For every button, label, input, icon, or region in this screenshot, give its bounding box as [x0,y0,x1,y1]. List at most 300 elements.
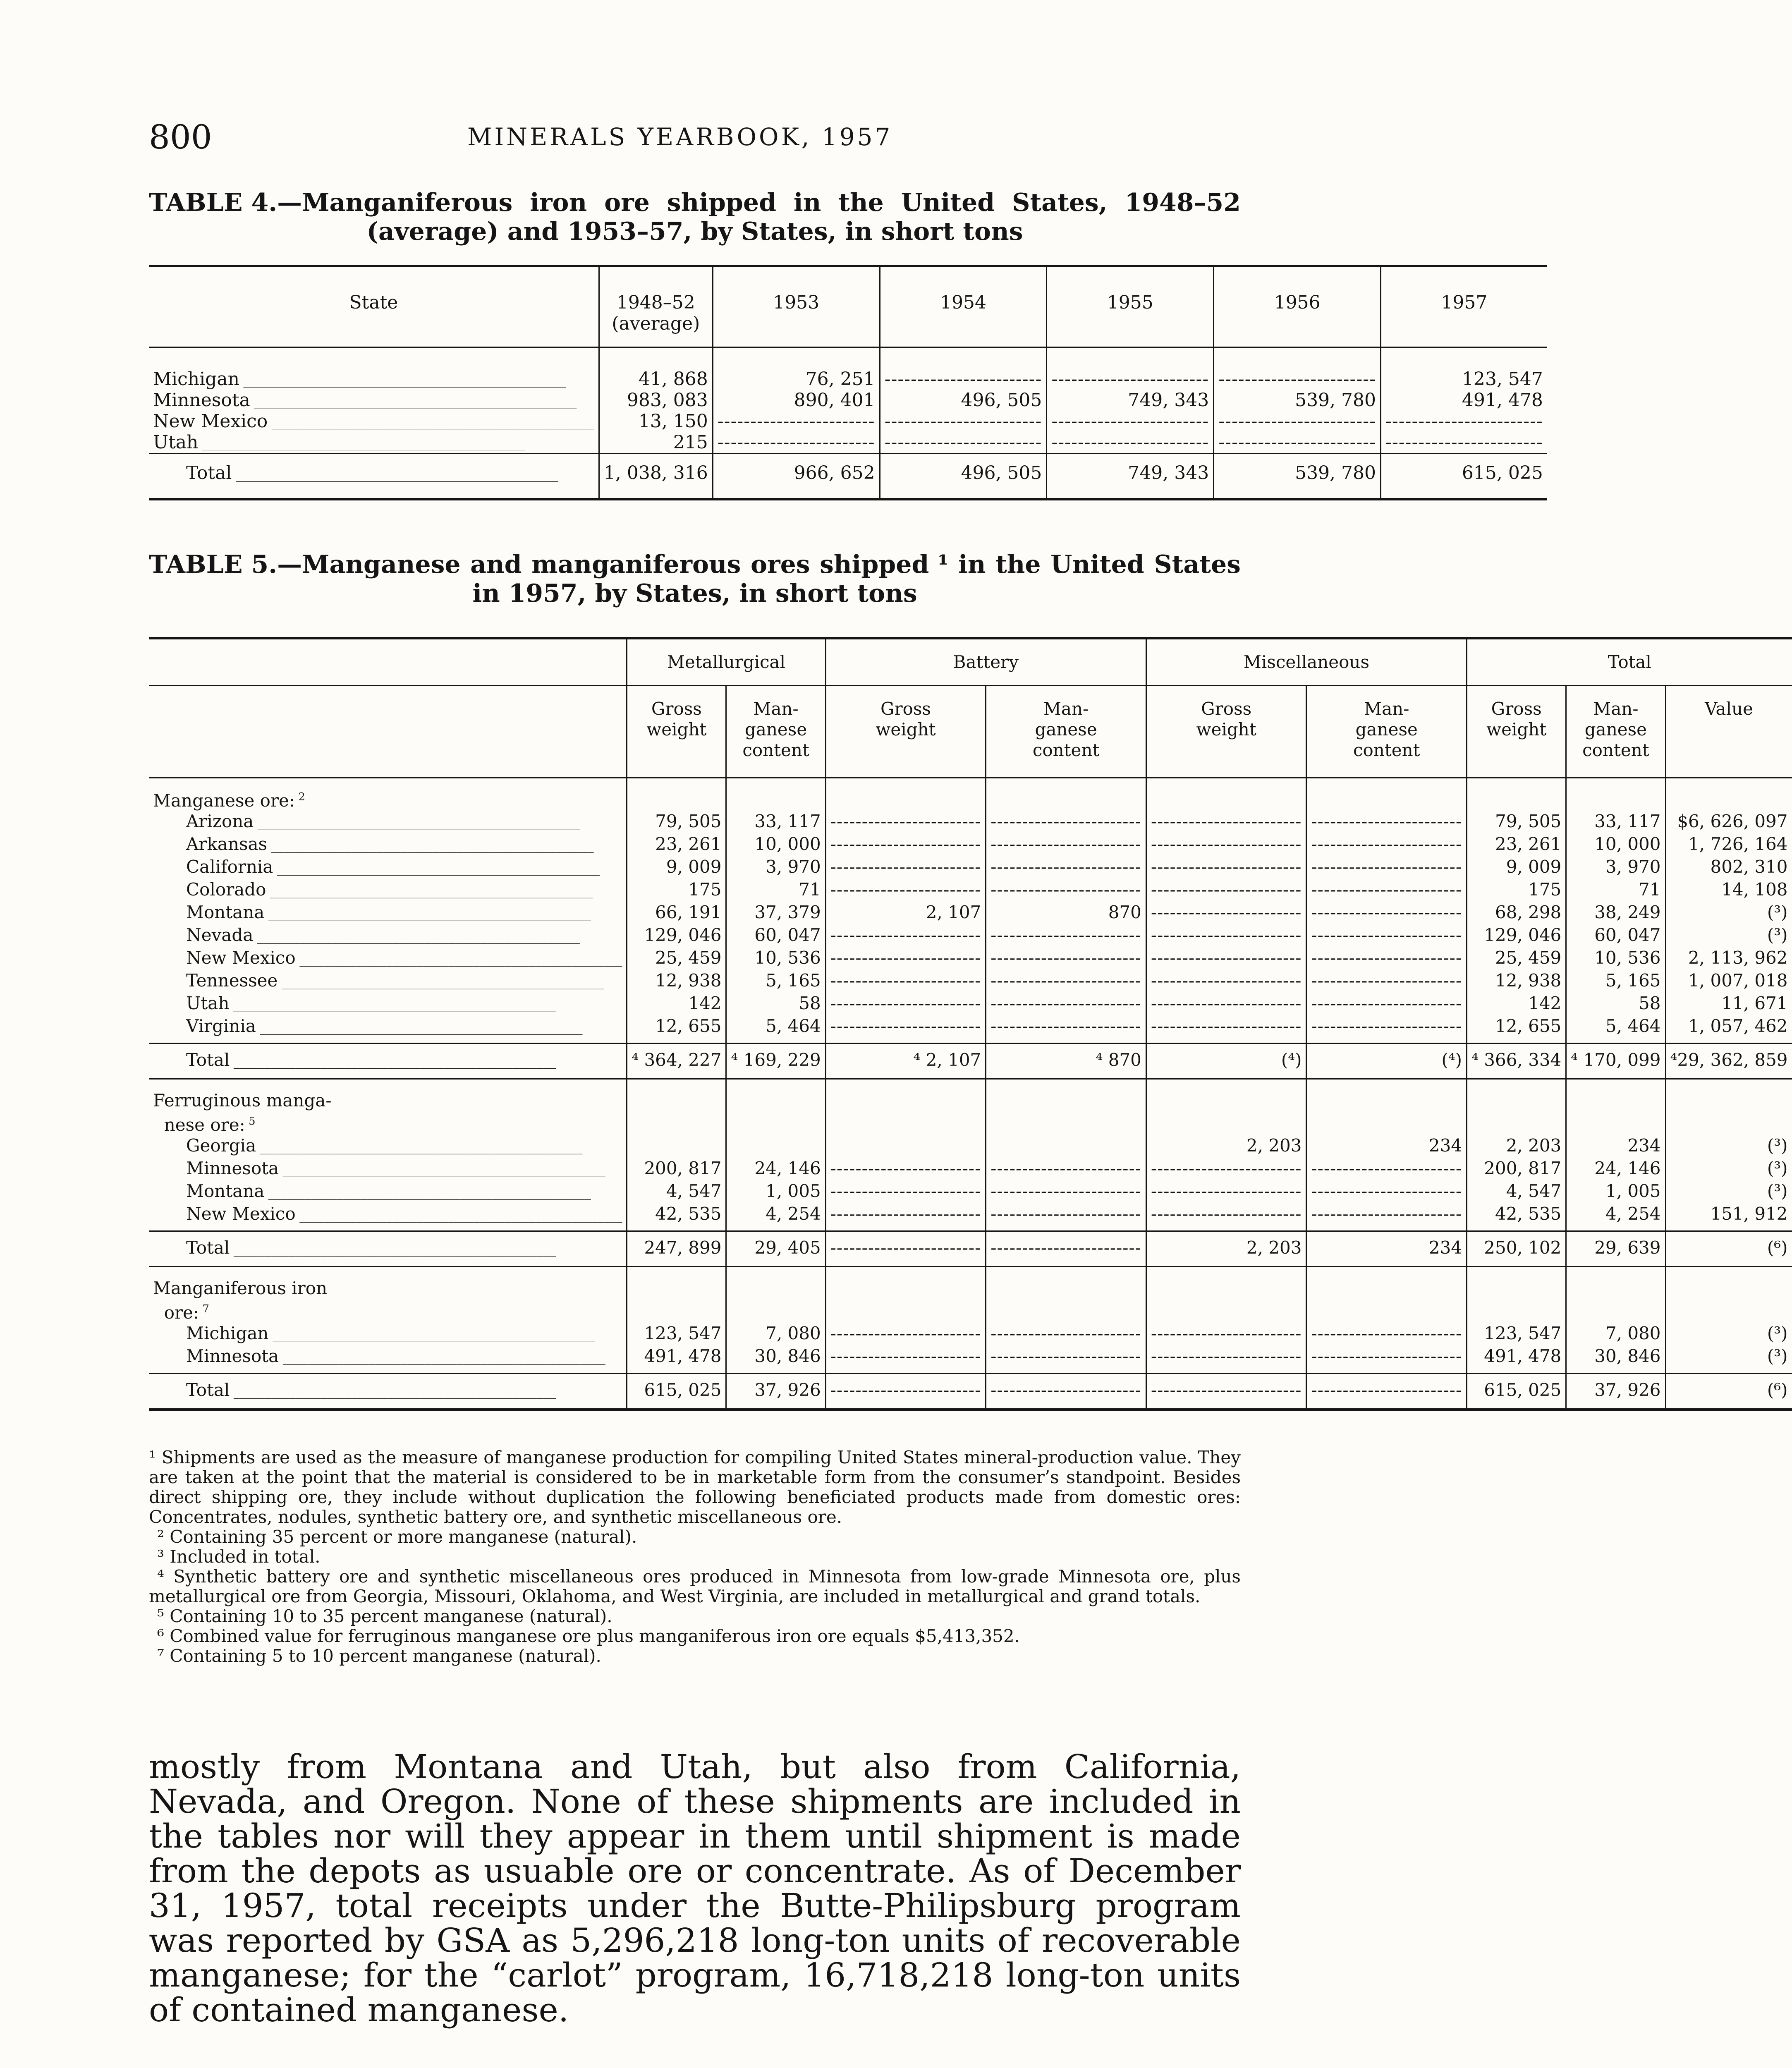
section-label-text: Manganese ore: [153,790,295,811]
value-cell: 68, 298 [1467,902,1566,925]
header-text: content [742,740,809,760]
empty-cell [825,925,986,948]
row-label [149,993,627,1016]
row-label-text: Virginia _____ [186,1016,583,1036]
value-cell: 10, 000 [1566,834,1665,857]
footnote: ¹ Shipments are used as the measure of manganese production for compiling United States mineral-production value. They are taken at the point that the material is considered to be in marketable form from the consumer’s standpoint. Besides direct shipping ore, they include without duplication the following beneficiated products made from domestic ores: Concentrates, nodules, synthetic battery ore, and synthetic miscellaneous ore. [149,1447,1241,1527]
value-cell: (⁶) [1665,1374,1792,1410]
value-cell: 9, 009 [627,857,726,879]
value-cell: 10, 536 [1566,948,1665,970]
row-label-text: Montana _____ [186,1181,591,1201]
value-cell: 200, 817 [627,1158,726,1181]
empty-cell [1306,879,1467,902]
row-label-text: Tennessee _____ [186,970,604,991]
spacer [627,1039,726,1044]
value-cell: 250, 102 [1467,1231,1566,1267]
value-cell: 37, 379 [726,902,825,925]
table5-group-metallurgical: Metallurgical [627,638,825,686]
value-cell: 29, 405 [726,1231,825,1267]
value-cell [986,1135,1146,1158]
section-label-text: nese ore: [153,1115,245,1135]
section-label [149,778,627,811]
empty-cell [1306,902,1467,925]
empty-cell [627,1267,726,1324]
running-header [149,118,1241,155]
footnote: ² Containing 35 percent or more manganese (natural). [157,1527,637,1547]
spacer-row [149,1039,1792,1044]
empty-cell [627,778,726,811]
empty-cell [825,1323,986,1346]
empty-cell [1047,347,1214,390]
row-label [149,1204,627,1226]
empty-cell [986,811,1146,834]
spacer [1306,1226,1467,1231]
value-cell: ⁴ 170, 099 [1566,1044,1665,1079]
empty-cell [627,1079,726,1136]
header-text: Man- [753,699,799,719]
table5 [149,637,1792,1411]
row-label [149,1231,627,1267]
value-cell: 42, 535 [1467,1204,1566,1226]
spacer [825,1039,986,1044]
empty-cell [986,1231,1146,1267]
empty-cell [1146,1374,1306,1410]
empty-cell [1146,1079,1306,1136]
empty-cell [1566,1267,1665,1324]
value-cell: 25, 459 [627,948,726,970]
spacer [149,1039,627,1044]
value-cell: 23, 261 [627,834,726,857]
row-label-text: Minnesota _____ [186,1346,605,1366]
row-label [149,811,627,834]
header-text: ganese [744,719,807,740]
row-label-text: Minnesota _____ [153,390,577,411]
value-cell: 247, 899 [627,1231,726,1267]
value-cell: 1, 005 [1566,1181,1665,1204]
spacer [627,1369,726,1374]
value-cell: 983, 083 [599,390,713,411]
empty-cell [1306,925,1467,948]
table5-title-line2: in 1957, by States, in short tons [472,579,917,608]
empty-cell [1047,432,1214,454]
empty-cell [1306,1079,1467,1136]
value-cell: 2, 203 [1146,1231,1306,1267]
value-cell: (⁴) [1146,1044,1306,1079]
value-cell: 142 [1467,993,1566,1016]
value-cell: 12, 655 [1467,1016,1566,1039]
value-cell: 615, 025 [1467,1374,1566,1410]
value-cell: (³) [1665,902,1792,925]
table-row [149,1204,1792,1226]
table4-header-year: 1956 [1214,266,1381,347]
value-cell: ⁴ 364, 227 [627,1044,726,1079]
title-word: in [958,550,986,579]
empty-cell [1306,1374,1467,1410]
spacer [1467,1226,1566,1231]
table5-group-battery: Battery [825,638,1146,686]
empty-cell [1306,1181,1467,1204]
table-row [149,1158,1792,1181]
value-cell: 33, 117 [726,811,825,834]
value-cell: 4, 254 [726,1204,825,1226]
value-cell: 123, 547 [1381,347,1547,390]
table4-body [149,347,1547,500]
value-cell: ⁴ 169, 229 [726,1044,825,1079]
value-cell: ⁴ 366, 334 [1467,1044,1566,1079]
value-cell [726,1135,825,1158]
table4-header-year: 1957 [1381,266,1547,347]
spacer [1665,1226,1792,1231]
row-label-text: Montana _____ [186,902,591,922]
empty-cell [825,1079,986,1136]
empty-cell [1306,1204,1467,1226]
title-word: States [1154,550,1241,579]
empty-cell [1146,811,1306,834]
row-label-text: Colorado _____ [186,879,593,900]
empty-cell [986,857,1146,879]
table-row [149,1323,1792,1346]
value-cell: 151, 912 [1665,1204,1792,1226]
empty-cell [1306,1267,1467,1324]
value-cell: 3, 970 [726,857,825,879]
empty-cell [1146,1158,1306,1181]
title-word: United [901,188,995,217]
empty-cell [713,432,880,454]
footnote-ref: 7 [199,1303,209,1315]
value-cell: 615, 025 [627,1374,726,1410]
value-cell: 966, 652 [713,454,880,500]
table5-body [149,778,1792,1410]
spacer [825,1369,986,1374]
empty-cell [1306,970,1467,993]
table5-group-total: Total [1467,638,1792,686]
value-cell: 71 [726,879,825,902]
empty-cell [1214,411,1381,432]
row-label [149,1323,627,1346]
footnote: ⁵ Containing 10 to 35 percent manganese (natural). [157,1606,612,1626]
value-cell: 7, 080 [726,1323,825,1346]
row-label [149,390,599,411]
value-cell: (³) [1665,1346,1792,1369]
value-cell: 30, 846 [726,1346,825,1369]
row-label-text: Nevada _____ [186,925,580,945]
value-cell: 12, 938 [627,970,726,993]
empty-cell [726,778,825,811]
empty-cell [825,811,986,834]
table-row [149,925,1792,948]
value-cell: 123, 547 [627,1323,726,1346]
empty-cell [986,1204,1146,1226]
empty-cell [726,1267,825,1324]
title-word: ores [750,550,810,579]
value-cell: 1, 057, 462 [1665,1016,1792,1039]
row-label [149,834,627,857]
value-cell: 60, 047 [726,925,825,948]
empty-cell [1214,347,1381,390]
title-word: iron [530,188,587,217]
value-cell: 5, 165 [726,970,825,993]
footnote: ³ Included in total. [157,1546,321,1567]
table5-subheader-row [149,686,1792,778]
value-cell: 38, 249 [1566,902,1665,925]
gross-weight-header [627,686,726,778]
title-word: States, [1012,188,1108,217]
row-label-text: Total _____ [186,1237,556,1258]
title-word: TABLE 4.—Manganiferous [149,188,513,217]
title-word: ore [604,188,650,217]
value-cell: 496, 505 [880,454,1047,500]
empty-cell [986,925,1146,948]
spacer [825,1226,986,1231]
footnotes [149,1448,1241,1666]
table4-header-year: 1955 [1047,266,1214,347]
manganese-content-header [986,686,1146,778]
total-row [149,1374,1792,1410]
spacer [1146,1039,1306,1044]
spacer [986,1369,1146,1374]
row-label [149,1044,627,1079]
header-text: ganese [1035,719,1097,740]
value-cell: 37, 926 [1566,1374,1665,1410]
header-text: content [1582,740,1649,760]
title-word: in [793,188,821,217]
empty-cell [1566,1079,1665,1136]
empty-cell [1306,811,1467,834]
row-label-text: California _____ [186,857,600,877]
value-cell: 234 [1566,1135,1665,1158]
value-cell: 12, 938 [1467,970,1566,993]
table-row [149,948,1792,970]
header-text: content [1032,740,1100,760]
spacer [1146,1226,1306,1231]
spacer [627,1226,726,1231]
value-cell: (³) [1665,1158,1792,1181]
empty-cell [880,432,1047,454]
section-header-row [149,1079,1792,1136]
empty-cell [1214,432,1381,454]
empty-cell [1306,857,1467,879]
value-cell: 870 [986,902,1146,925]
header-text: Man- [1043,699,1089,719]
gross-weight-header [1146,686,1306,778]
empty-cell [825,1346,986,1369]
row-label [149,1374,627,1410]
value-cell: 1, 005 [726,1181,825,1204]
table-row [149,993,1792,1016]
value-cell: ⁴ 2, 107 [825,1044,986,1079]
footnote: ⁴ Synthetic battery ore and synthetic miscellaneous ores produced in Minnesota from low-grade Minnesota ore, plus metallurgical ore from Georgia, Missouri, Oklahoma, and West Virginia, are included in metallurgical and grand totals. [149,1566,1241,1606]
header-text: Man- [1593,699,1639,719]
spacer [1467,1369,1566,1374]
footnote: ⁷ Containing 5 to 10 percent manganese (natural). [157,1646,601,1666]
empty-cell [986,1079,1146,1136]
value-cell: 66, 191 [627,902,726,925]
value-cell: 2, 203 [1467,1135,1566,1158]
table5-title [149,550,1241,608]
header-text: Gross [651,699,702,719]
empty-cell [880,347,1047,390]
value-cell: 215 [599,432,713,454]
value-cell: 200, 817 [1467,1158,1566,1181]
value-cell: 12, 655 [627,1016,726,1039]
table-row [149,390,1547,411]
table-row [149,432,1547,454]
empty-cell [1146,834,1306,857]
value-cell: 24, 146 [1566,1158,1665,1181]
table-row [149,879,1792,902]
spacer [1306,1369,1467,1374]
empty-cell [1381,432,1547,454]
empty-cell [825,1231,986,1267]
total-row [149,1231,1792,1267]
value-cell: 4, 547 [627,1181,726,1204]
spacer [986,1226,1146,1231]
row-label [149,948,627,970]
value-cell: (³) [1665,925,1792,948]
header-text: content [1353,740,1420,760]
value-cell: 890, 401 [713,390,880,411]
value-cell: 175 [627,879,726,902]
value-cell: 496, 505 [880,390,1047,411]
row-label [149,857,627,879]
spacer [1146,1369,1306,1374]
empty-cell [825,778,986,811]
table-row [149,970,1792,993]
header-text: weight [1486,719,1547,740]
spacer [726,1369,825,1374]
row-label-text: Georgia _____ [186,1135,583,1156]
value-cell: 4, 254 [1566,1204,1665,1226]
row-label [149,1016,627,1039]
table-row [149,1181,1792,1204]
value-cell: 10, 000 [726,834,825,857]
value-cell: 42, 535 [627,1204,726,1226]
value-cell: 615, 025 [1381,454,1547,500]
title-word: and [470,550,522,579]
empty-cell [1146,948,1306,970]
empty-cell [825,1181,986,1204]
row-label [149,970,627,993]
header-text: Man- [1364,699,1409,719]
manganese-content-header [1566,686,1665,778]
empty-cell [825,1374,986,1410]
table-row [149,811,1792,834]
header-text: ganese [1584,719,1647,740]
empty-cell [1306,778,1467,811]
value-cell: 5, 165 [1566,970,1665,993]
manganese-content-header [1306,686,1467,778]
row-label-text: Utah _____ [153,432,525,453]
empty-cell [1146,857,1306,879]
empty-cell [1146,1204,1306,1226]
value-cell: (⁴) [1306,1044,1467,1079]
empty-cell [1306,993,1467,1016]
footnote-ref: 2 [295,791,305,803]
table4 [149,265,1547,500]
empty-cell [825,1267,986,1324]
row-label [149,454,599,500]
table4-title-line2: (average) and 1953–57, by States, in short tons [366,217,1023,246]
header-text: ganese [1355,719,1418,740]
empty-cell [825,1158,986,1181]
empty-cell [986,993,1146,1016]
section-label [149,1079,627,1136]
value-cell: 13, 150 [599,411,713,432]
section-label [149,1267,627,1324]
spacer [726,1226,825,1231]
value-cell: 4, 547 [1467,1181,1566,1204]
value-cell: 11, 671 [1665,993,1792,1016]
empty-cell [986,970,1146,993]
row-label [149,1181,627,1204]
row-label [149,902,627,925]
empty-cell [986,1374,1146,1410]
header-text: Gross [1491,699,1542,719]
value-cell: 539, 780 [1214,390,1381,411]
empty-cell [1306,1323,1467,1346]
total-row [149,454,1547,500]
value-cell: 79, 505 [627,811,726,834]
spacer [1306,1039,1467,1044]
value-cell: 539, 780 [1214,454,1381,500]
value-cell: $6, 626, 097 [1665,811,1792,834]
value-cell: 1, 007, 018 [1665,970,1792,993]
empty-cell [1665,778,1792,811]
empty-cell [825,948,986,970]
table4-header-year: 1953 [713,266,880,347]
empty-cell [825,857,986,879]
section-header-row [149,778,1792,811]
title-word: the [995,550,1041,579]
row-label-text: Minnesota _____ [186,1158,605,1178]
value-cell: 24, 146 [726,1158,825,1181]
value-cell: ⁴ 870 [986,1044,1146,1079]
title-word: the [838,188,884,217]
empty-cell [825,993,986,1016]
value-cell: 5, 464 [726,1016,825,1039]
spacer-row [149,1369,1792,1374]
row-label [149,1135,627,1158]
manganese-content-header [726,686,825,778]
empty-cell [1306,1016,1467,1039]
empty-cell [1467,778,1566,811]
title-word: United [1050,550,1144,579]
table-row [149,857,1792,879]
empty-cell [1146,1181,1306,1204]
row-label-text: Total _____ [186,1380,556,1400]
value-cell: 142 [627,993,726,1016]
spacer-row [149,1226,1792,1231]
header-text: Gross [880,699,931,719]
value-cell: 129, 046 [627,925,726,948]
row-label [149,411,599,432]
value-cell: 175 [1467,879,1566,902]
header-text: weight [646,719,707,740]
empty-cell [1665,1267,1792,1324]
value-cell: 491, 478 [627,1346,726,1369]
value-cell: 29, 639 [1566,1231,1665,1267]
empty-cell [1306,1158,1467,1181]
empty-cell [1381,411,1547,432]
value-cell: 234 [1306,1135,1467,1158]
row-label [149,347,599,390]
empty-cell [1566,778,1665,811]
empty-cell [986,879,1146,902]
value-header [1665,686,1792,778]
header-text: Value [1705,699,1753,719]
empty-cell [1146,993,1306,1016]
table4-header-avg: 1948–52 (average) [599,266,713,347]
